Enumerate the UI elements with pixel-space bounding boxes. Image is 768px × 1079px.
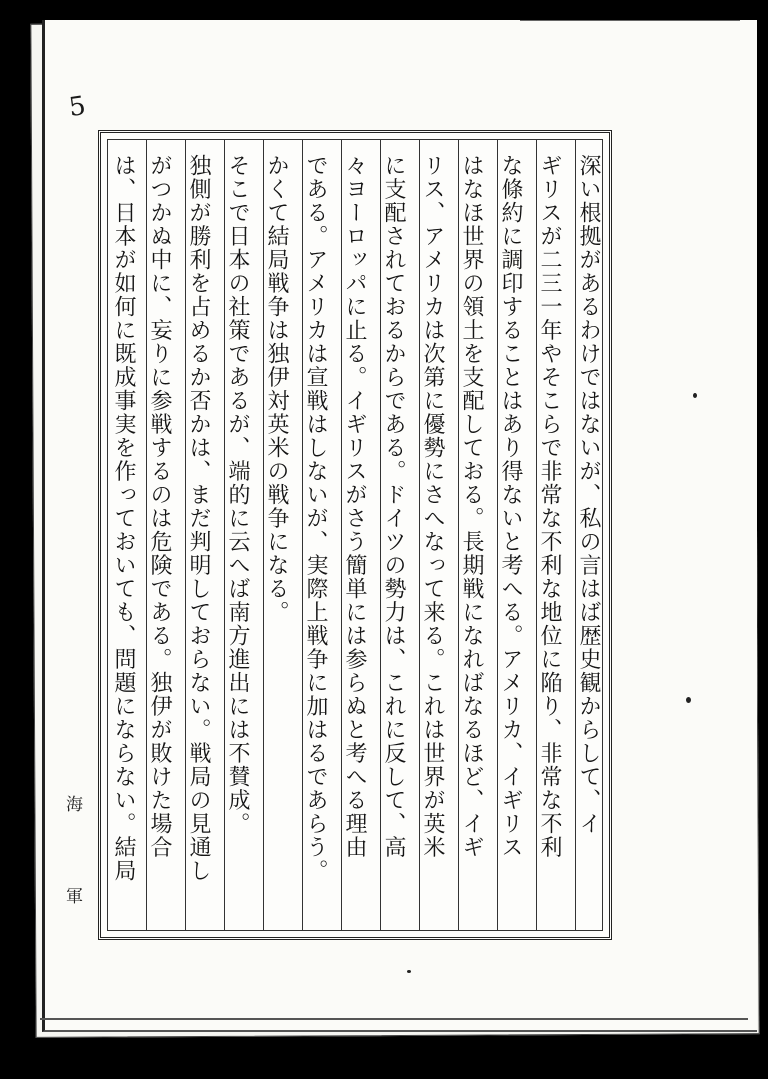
ink-speck [686,697,691,703]
text-column-6: に支配されておるからである。ドイツの勢力は、これに反して、高 [381,154,406,859]
text-column-7: 々ヨーロッパに止る。イギリスがさう簡単には参らぬと考へる理由 [342,154,367,859]
page-number: 5 [66,90,88,124]
text-column-4: はなほ世界の領土を支配しておる。長期戦になればなるほど、イギ [459,154,484,859]
text-column-12: がつかぬ中に、妄りに参戦するのは危険である。独伊が敗けた場合 [147,154,172,859]
text-column-10: そこで日本の社策であるが、端的に云へば南方進出には不賛成。 [225,154,250,836]
margin-stamp-char-2: 軍 [66,887,83,907]
scan-edge-streak [40,1018,748,1020]
ink-speck [693,393,697,398]
text-column-11: 独側が勝利を占めるか否かは、まだ判明しておらない。戦局の見通し [186,154,211,883]
text-column-1: 深い根拠があるわけではないが、私の言はば歴史観からして、イ [576,154,601,836]
text-column-5: リス、アメリカは次第に優勢にさへなって来る。これは世界が英米 [420,154,445,859]
manuscript-grid-inner [107,139,603,931]
text-column-2: ギリスが二三一年やそこらで非常な不利な地位に陥り、非常な不利 [537,154,562,859]
text-column-9: かくて結局戦争は独伊対英米の戦争になる。 [264,154,289,624]
scan-edge-streak-top [520,20,740,21]
text-column-3: な條約に調印することはあり得ないと考へる。アメリカ、イギリス [498,154,523,859]
manuscript-grid [98,130,612,940]
ink-speck [407,970,411,973]
text-column-13: は、日本が如何に既成事実を作っておいても、問題にならない。結局 [111,154,136,883]
text-column-8: である。アメリカは宣戦はしないが、実際上戦争に加はるであらう。 [303,154,328,883]
margin-stamp-char-1: 海 [66,795,83,815]
